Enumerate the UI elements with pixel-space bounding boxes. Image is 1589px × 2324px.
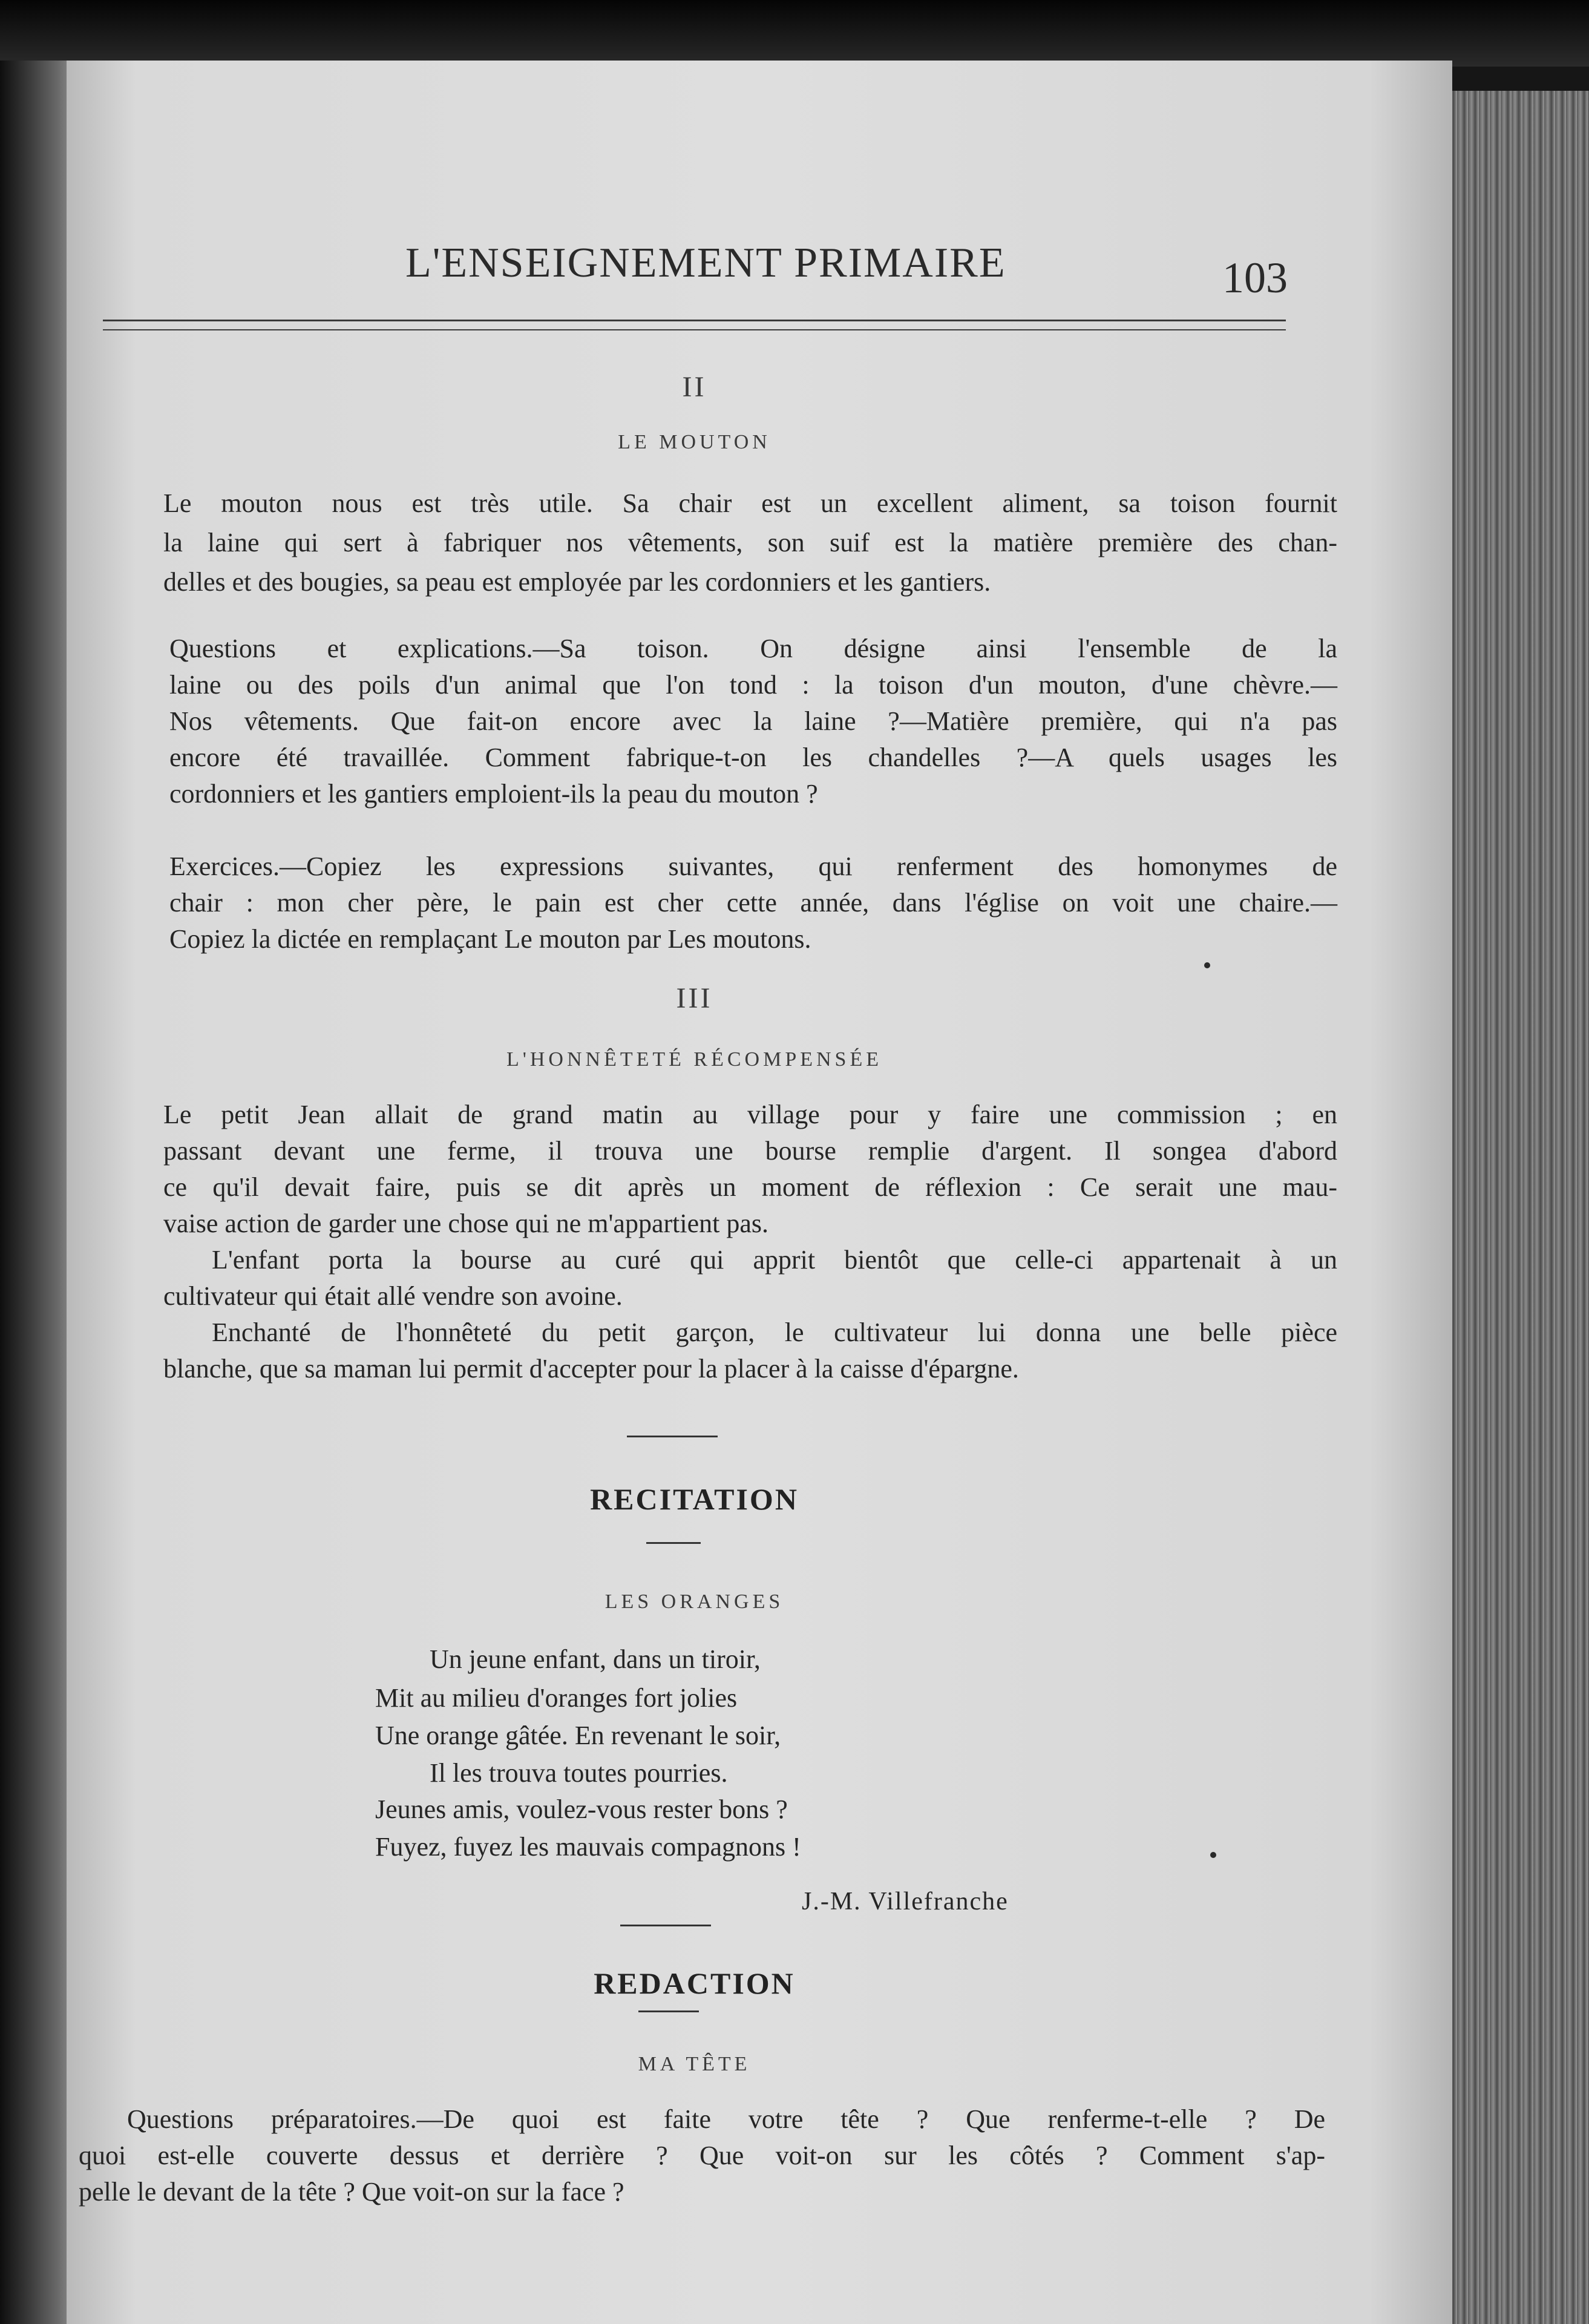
exercises-line: chair : mon cher père, le pain est cher cette année, dans l'église on voit une chaire.— [169, 888, 1337, 917]
separator-rule [620, 1925, 711, 1926]
story-line: Le petit Jean allait de grand matin au village pour y faire une commission ; en [163, 1100, 1337, 1129]
exercises-line: Exercices.—Copiez les expressions suivantes, qui renferment des homonymes de [169, 852, 1337, 881]
redaction-question-line: quoi est-elle couverte dessus et derrière ? Que voit-on sur les côtés ? Comment s'ap- [79, 2141, 1325, 2170]
separator-rule [638, 2011, 699, 2012]
ink-speck [1204, 962, 1210, 968]
questions-line: cordonniers et les gantiers emploient-ils la peau du mouton ? [169, 779, 818, 809]
section-numeral-ii: II [682, 371, 707, 403]
questions-line: Questions et explications.—Sa toison. On désigne ainsi l'ensemble de la [169, 634, 1337, 663]
questions-line: Nos vêtements. Que fait-on encore avec la laine ?—Matière première, qui n'a pas [169, 706, 1337, 736]
running-head: L'ENSEIGNEMENT PRIMAIRE [405, 240, 1006, 286]
separator-rule [627, 1436, 718, 1437]
scan-top-border [0, 0, 1589, 67]
story-line: passant devant une ferme, il trouva une bourse remplie d'argent. Il songea d'abord [163, 1136, 1337, 1166]
poem-line: Jeunes amis, voulez-vous rester bons ? [375, 1794, 788, 1824]
book-binding [0, 61, 73, 2324]
dictation-line: delles et des bougies, sa peau est employée par les cordonniers et les gantiers. [163, 567, 991, 597]
section-title-honnetete: L'HONNÊTETÉ RÉCOMPENSÉE [506, 1048, 883, 1071]
separator-rule [646, 1542, 701, 1544]
story-line: L'enfant porta la bourse au curé qui apprit bientôt que celle-ci appartenait à un [212, 1245, 1337, 1275]
header-rule [103, 320, 1286, 321]
header-rule-thin [103, 329, 1286, 330]
exercises-line: Copiez la dictée en remplaçant Le mouton par Les moutons. [169, 924, 811, 954]
redaction-question-line: Questions préparatoires.—De quoi est faite votre tête ? Que renferme-t-elle ? De [127, 2104, 1325, 2134]
poem-line: Mit au milieu d'oranges fort jolies [375, 1683, 738, 1713]
poem-line: Fuyez, fuyez les mauvais compagnons ! [375, 1832, 801, 1862]
book-page [67, 61, 1452, 2324]
section-numeral-iii: III [676, 982, 713, 1014]
questions-line: encore été travaillée. Comment fabrique-t-on les chandelles ?—A quels usages les [169, 743, 1337, 772]
poem-title: LES ORANGES [604, 1590, 784, 1613]
story-line: vaise action de garder une chose qui ne m'appartient pas. [163, 1209, 768, 1238]
story-line: cultivateur qui était allé vendre son avoine. [163, 1281, 623, 1311]
page-stack-edges [1446, 91, 1589, 2324]
page-number: 103 [1222, 254, 1288, 302]
poem-line: Un jeune enfant, dans un tiroir, [430, 1644, 761, 1674]
story-line: blanche, que sa maman lui permit d'accepter pour la placer à la caisse d'épargne. [163, 1354, 1019, 1384]
poem-line: Une orange gâtée. En revenant le soir, [375, 1721, 781, 1750]
redaction-question-line: pelle le devant de la tête ? Que voit-on sur la face ? [79, 2177, 624, 2207]
poem-line: Il les trouva toutes pourries. [430, 1758, 728, 1788]
questions-line: laine ou des poils d'un animal que l'on tond : la toison d'un mouton, d'une chèvre.— [169, 670, 1337, 700]
dictation-line: Le mouton nous est très utile. Sa chair est un excellent aliment, sa toison fournit [163, 488, 1337, 518]
ink-speck [1210, 1852, 1216, 1858]
redaction-heading: REDACTION [594, 1966, 795, 2000]
story-line: Enchanté de l'honnêteté du petit garçon, le cultivateur lui donna une belle pièce [212, 1318, 1337, 1347]
dictation-line: la laine qui sert à fabriquer nos vêtements, son suif est la matière première des chan- [163, 528, 1337, 557]
section-title-le-mouton: LE MOUTON [618, 431, 771, 453]
story-line: ce qu'il devait faire, puis se dit après un moment de réflexion : Ce serait une mau- [163, 1172, 1337, 1202]
poem-author: J.-M. Villefranche [802, 1888, 1009, 1915]
recitation-heading: RECITATION [590, 1482, 799, 1516]
redaction-title: MA TÊTE [638, 2053, 751, 2075]
